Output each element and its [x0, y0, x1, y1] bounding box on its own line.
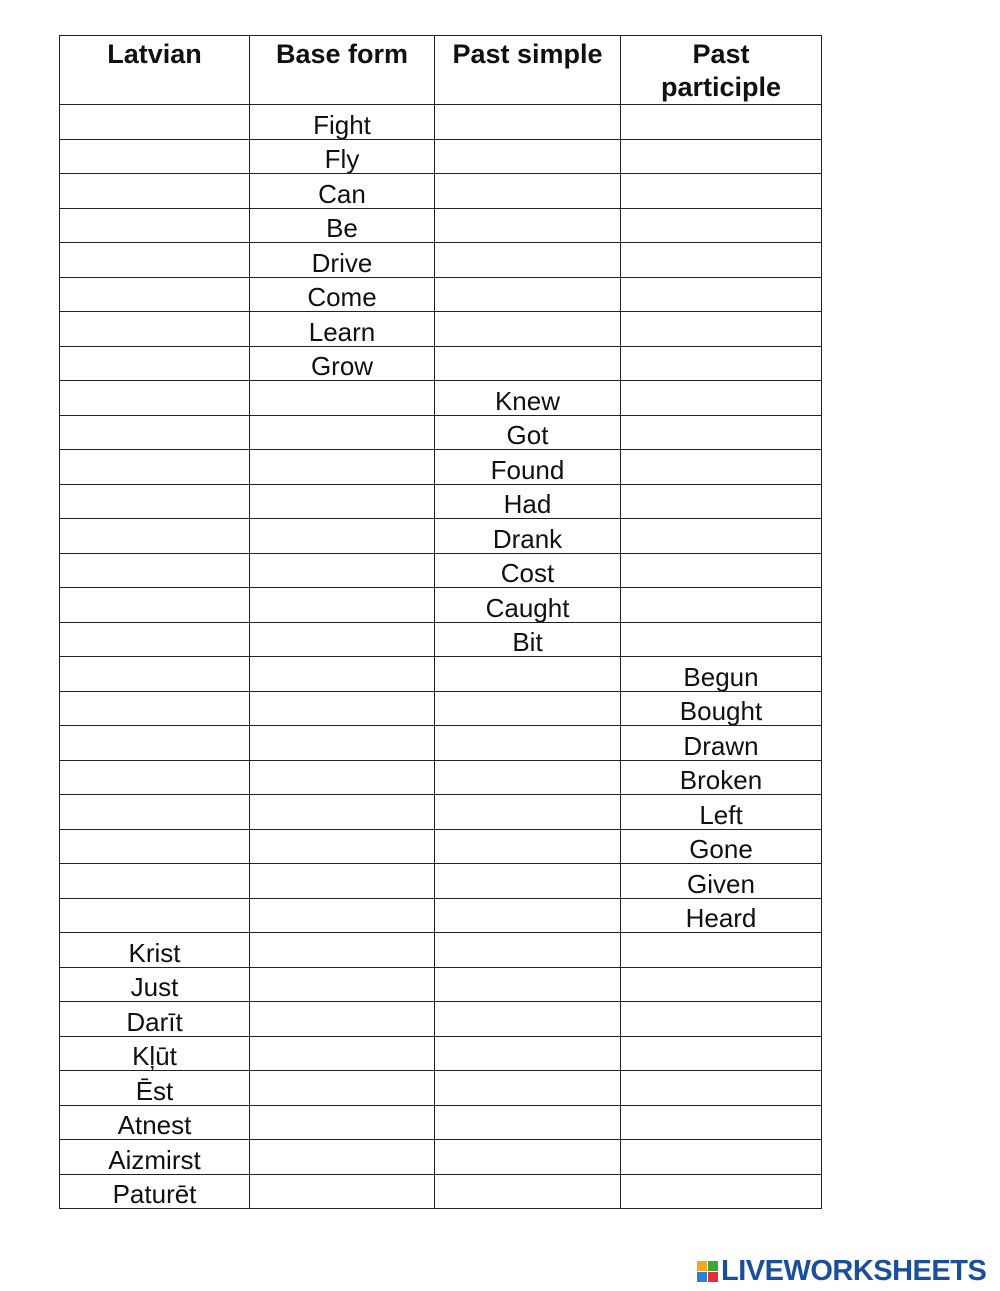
cell-base-form: Learn: [250, 312, 435, 347]
cell-past-participle: [621, 553, 822, 588]
table-row: [60, 519, 822, 554]
logo-square-4: [708, 1272, 718, 1282]
cell-past-participle: [621, 105, 822, 140]
header-past-simple: Past simple: [435, 36, 621, 105]
cell-latvian: [60, 208, 250, 243]
table-row: [60, 346, 822, 381]
cell-latvian: [60, 105, 250, 140]
cell-past-simple: [435, 312, 621, 347]
table-header: [60, 36, 822, 105]
cell-past-simple: [435, 657, 621, 692]
cell-past-participle: [621, 622, 822, 657]
cell-latvian: [60, 243, 250, 278]
cell-past-simple: Got: [435, 415, 621, 450]
cell-past-participle: [621, 174, 822, 209]
table-row: [60, 726, 822, 761]
cell-past-participle: Drawn: [621, 726, 822, 761]
cell-past-simple: [435, 139, 621, 174]
cell-past-participle: [621, 1140, 822, 1175]
liveworksheets-logo: [697, 1256, 986, 1286]
cell-latvian: Atnest: [60, 1105, 250, 1140]
table-row: [60, 1105, 822, 1140]
liveworksheets-logo-icon: [697, 1261, 718, 1282]
cell-base-form: [250, 1174, 435, 1209]
cell-past-participle: [621, 1002, 822, 1037]
cell-past-participle: [621, 519, 822, 554]
table-row: [60, 760, 822, 795]
cell-base-form: [250, 450, 435, 485]
cell-latvian: [60, 588, 250, 623]
cell-past-simple: [435, 1036, 621, 1071]
cell-base-form: [250, 519, 435, 554]
cell-past-simple: [435, 795, 621, 830]
cell-past-simple: [435, 760, 621, 795]
cell-base-form: [250, 864, 435, 899]
cell-base-form: [250, 760, 435, 795]
table-row: [60, 1174, 822, 1209]
cell-past-simple: [435, 1071, 621, 1106]
table-row: [60, 484, 822, 519]
cell-base-form: [250, 967, 435, 1002]
cell-base-form: Come: [250, 277, 435, 312]
cell-latvian: [60, 519, 250, 554]
table-row: [60, 174, 822, 209]
cell-past-simple: Caught: [435, 588, 621, 623]
header-row: [60, 36, 822, 105]
cell-past-simple: Bit: [435, 622, 621, 657]
table-row: [60, 898, 822, 933]
cell-latvian: [60, 174, 250, 209]
cell-past-participle: [621, 484, 822, 519]
table-row: [60, 864, 822, 899]
cell-past-participle: [621, 1174, 822, 1209]
cell-latvian: [60, 484, 250, 519]
cell-base-form: Fly: [250, 139, 435, 174]
cell-latvian: [60, 312, 250, 347]
cell-past-participle: [621, 208, 822, 243]
cell-base-form: [250, 415, 435, 450]
cell-base-form: [250, 691, 435, 726]
cell-past-simple: [435, 691, 621, 726]
cell-latvian: Just: [60, 967, 250, 1002]
cell-past-simple: Found: [435, 450, 621, 485]
cell-latvian: [60, 760, 250, 795]
cell-base-form: [250, 1036, 435, 1071]
cell-past-simple: [435, 967, 621, 1002]
cell-latvian: [60, 553, 250, 588]
cell-past-simple: [435, 1140, 621, 1175]
logo-text: LIVEWORKSHEETS: [721, 1255, 987, 1287]
table-row: [60, 312, 822, 347]
cell-past-participle: [621, 933, 822, 968]
header-past-participle: Past participle: [621, 36, 822, 105]
cell-latvian: [60, 277, 250, 312]
cell-past-simple: Cost: [435, 553, 621, 588]
cell-base-form: [250, 1002, 435, 1037]
cell-past-participle: [621, 277, 822, 312]
cell-latvian: [60, 898, 250, 933]
cell-base-form: [250, 1105, 435, 1140]
cell-past-participle: [621, 1105, 822, 1140]
cell-past-participle: [621, 450, 822, 485]
table-row: [60, 1036, 822, 1071]
table-row: [60, 139, 822, 174]
table-row: [60, 553, 822, 588]
table-row: [60, 933, 822, 968]
table-row: [60, 1140, 822, 1175]
cell-past-simple: [435, 277, 621, 312]
header-latvian: Latvian: [60, 36, 250, 105]
logo-square-3: [697, 1272, 707, 1282]
cell-base-form: [250, 726, 435, 761]
cell-past-simple: [435, 105, 621, 140]
cell-past-participle: Broken: [621, 760, 822, 795]
cell-latvian: Krist: [60, 933, 250, 968]
cell-past-participle: Begun: [621, 657, 822, 692]
cell-past-simple: [435, 208, 621, 243]
verb-forms-table: [59, 35, 822, 1209]
cell-latvian: [60, 450, 250, 485]
cell-latvian: Kļūt: [60, 1036, 250, 1071]
cell-base-form: [250, 795, 435, 830]
cell-past-simple: Knew: [435, 381, 621, 416]
table-row: [60, 622, 822, 657]
cell-base-form: [250, 1071, 435, 1106]
cell-past-simple: [435, 1002, 621, 1037]
table-row: [60, 277, 822, 312]
cell-base-form: [250, 622, 435, 657]
cell-base-form: [250, 657, 435, 692]
cell-past-simple: [435, 898, 621, 933]
cell-latvian: [60, 691, 250, 726]
cell-past-simple: [435, 174, 621, 209]
cell-past-simple: [435, 346, 621, 381]
cell-base-form: [250, 898, 435, 933]
table-row: [60, 105, 822, 140]
table-row: [60, 657, 822, 692]
cell-latvian: [60, 139, 250, 174]
cell-past-participle: Heard: [621, 898, 822, 933]
cell-base-form: [250, 484, 435, 519]
cell-latvian: Aizmirst: [60, 1140, 250, 1175]
table-row: [60, 829, 822, 864]
cell-past-participle: [621, 1036, 822, 1071]
cell-past-simple: Drank: [435, 519, 621, 554]
cell-base-form: Can: [250, 174, 435, 209]
header-base-form: Base form: [250, 36, 435, 105]
table-row: [60, 795, 822, 830]
cell-past-participle: [621, 588, 822, 623]
cell-latvian: [60, 829, 250, 864]
cell-base-form: Fight: [250, 105, 435, 140]
cell-base-form: [250, 1140, 435, 1175]
cell-past-participle: Gone: [621, 829, 822, 864]
table-row: [60, 967, 822, 1002]
cell-past-participle: [621, 346, 822, 381]
cell-past-participle: Given: [621, 864, 822, 899]
table-row: [60, 415, 822, 450]
cell-latvian: Darīt: [60, 1002, 250, 1037]
cell-past-participle: [621, 967, 822, 1002]
table-row: [60, 588, 822, 623]
cell-latvian: [60, 657, 250, 692]
table-row: [60, 243, 822, 278]
cell-base-form: [250, 933, 435, 968]
cell-base-form: [250, 588, 435, 623]
cell-past-simple: Had: [435, 484, 621, 519]
cell-past-simple: [435, 243, 621, 278]
cell-past-participle: [621, 312, 822, 347]
table-row: [60, 381, 822, 416]
table-row: [60, 1002, 822, 1037]
cell-past-participle: [621, 1071, 822, 1106]
cell-past-participle: [621, 415, 822, 450]
table-row: [60, 691, 822, 726]
cell-past-simple: [435, 933, 621, 968]
logo-square-1: [697, 1261, 707, 1271]
cell-latvian: [60, 381, 250, 416]
cell-past-simple: [435, 1174, 621, 1209]
cell-past-participle: [621, 381, 822, 416]
cell-latvian: [60, 415, 250, 450]
cell-base-form: [250, 381, 435, 416]
cell-latvian: [60, 346, 250, 381]
cell-past-simple: [435, 1105, 621, 1140]
cell-latvian: [60, 622, 250, 657]
table-row: [60, 1071, 822, 1106]
cell-latvian: [60, 726, 250, 761]
logo-square-2: [708, 1261, 718, 1271]
cell-past-simple: [435, 726, 621, 761]
cell-past-simple: [435, 864, 621, 899]
cell-base-form: [250, 829, 435, 864]
table-row: [60, 208, 822, 243]
cell-past-participle: Bought: [621, 691, 822, 726]
cell-base-form: Drive: [250, 243, 435, 278]
cell-latvian: [60, 795, 250, 830]
cell-latvian: Ēst: [60, 1071, 250, 1106]
cell-past-participle: [621, 139, 822, 174]
cell-base-form: Be: [250, 208, 435, 243]
cell-base-form: [250, 553, 435, 588]
table-row: [60, 450, 822, 485]
cell-base-form: Grow: [250, 346, 435, 381]
cell-latvian: Paturēt: [60, 1174, 250, 1209]
cell-past-simple: [435, 829, 621, 864]
cell-past-participle: Left: [621, 795, 822, 830]
cell-past-participle: [621, 243, 822, 278]
table-body: [60, 105, 822, 1209]
cell-latvian: [60, 864, 250, 899]
